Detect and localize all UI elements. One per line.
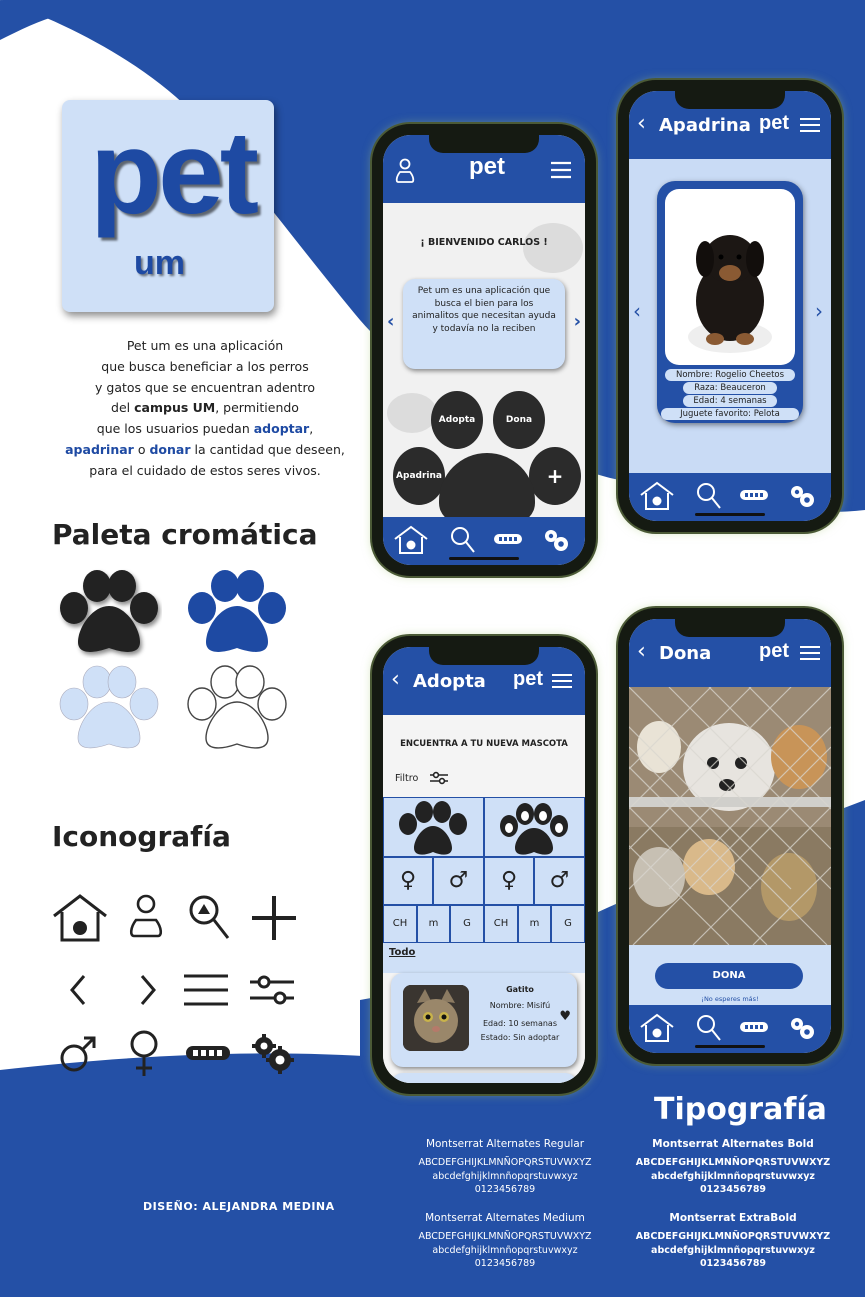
icons-heading: Iconografía	[52, 820, 231, 853]
typography-heading: Tipografía	[654, 1092, 827, 1127]
search-icon[interactable]	[695, 481, 723, 511]
typeface-lower: abcdefghijklmnñopqrstuvwxyz	[651, 1170, 815, 1182]
size-small-dog[interactable]: CH	[383, 905, 417, 943]
search-icon[interactable]	[695, 1013, 723, 1043]
back-chevron-icon[interactable]: ‹	[391, 667, 400, 692]
back-chevron-icon[interactable]: ‹	[637, 111, 646, 136]
appbar-logo: pet	[513, 668, 543, 690]
search-icon	[182, 890, 242, 946]
add-button[interactable]: +	[529, 447, 581, 505]
palette-heading: Paleta cromática	[52, 518, 318, 551]
pet-photo	[665, 189, 795, 365]
puppy-image	[665, 189, 795, 365]
typeface-extrabold	[628, 1212, 838, 1271]
donate-tagline: ¡No esperes más!	[701, 995, 759, 1003]
pet-type: Gatito	[506, 985, 534, 994]
intro-line	[40, 440, 370, 461]
menu-icon[interactable]	[799, 117, 821, 133]
chevron-left-icon	[50, 962, 110, 1018]
intro-text: , permitiendo	[215, 400, 299, 416]
intro-apadrinar: apadrinar	[65, 441, 134, 457]
tab-bar	[629, 1005, 831, 1053]
home-content	[383, 203, 585, 517]
typeface-digits: 0123456789	[699, 1258, 767, 1269]
typeface-medium	[385, 1212, 625, 1271]
appbar-logo: pet	[759, 112, 789, 134]
cat-image	[403, 985, 469, 1051]
menu-icon	[178, 962, 238, 1018]
adopta-subtitle: ENCUENTRA A TU NUEVA MASCOTA	[400, 739, 568, 749]
male-icon[interactable]: ♂	[534, 857, 585, 905]
size-large-dog[interactable]: G	[450, 905, 484, 943]
dogs-image	[629, 687, 831, 945]
apadrina-title: Apadrina	[659, 115, 751, 136]
menu-icon[interactable]	[551, 673, 573, 689]
pet-age: Edad: 4 semanas	[683, 395, 777, 407]
all-filter[interactable]: Todo	[389, 947, 416, 958]
typeface-digits: 0123456789	[474, 1258, 536, 1269]
notch	[429, 135, 539, 153]
blue-paw-swatch	[180, 568, 290, 658]
tab-bar	[383, 517, 585, 565]
intro-text: la cantidad que deseen,	[190, 441, 345, 457]
adopta-screen	[383, 647, 585, 1083]
appbar-logo: pet	[759, 640, 789, 662]
chevron-right-icon	[116, 962, 176, 1018]
adopta-content	[383, 715, 585, 1083]
battery-icon	[180, 1026, 240, 1082]
intro-line	[40, 398, 370, 419]
pet-list-card-next[interactable]	[391, 1073, 577, 1083]
cat-filter[interactable]	[484, 797, 585, 857]
apadrina-content	[629, 159, 831, 473]
size-medium-cat[interactable]: m	[518, 905, 551, 943]
typeface-upper: ABCDEFGHIJKLMNÑOPQRSTUVWXYZ	[635, 1157, 831, 1168]
adopt-button[interactable]: Adopta	[431, 391, 483, 449]
paw-icon	[384, 798, 483, 856]
size-medium-dog[interactable]: m	[417, 905, 450, 943]
filter-icon[interactable]	[429, 771, 449, 785]
pet-status: Estado: Sin adoptar	[480, 1033, 560, 1042]
typeface-lower: abcdefghijklmnñopqrstuvwxyz	[432, 1170, 578, 1182]
intro-text: o	[133, 441, 150, 457]
pet-card	[657, 181, 803, 423]
user-icon	[116, 890, 176, 946]
typeface-upper: ABCDEFGHIJKLMNÑOPQRSTUVWXYZ	[418, 1231, 592, 1242]
logo-um-text: um	[134, 244, 185, 282]
plus-icon	[244, 890, 304, 946]
intro-campus: campus UM	[134, 400, 216, 416]
chevron-right-icon[interactable]: ›	[573, 311, 581, 332]
phone-apadrina	[618, 80, 842, 532]
donate-panel	[629, 945, 831, 1005]
home-pet-icon[interactable]	[639, 481, 675, 511]
settings-icon[interactable]	[539, 525, 573, 555]
intro-text: que los usuarios puedan	[96, 421, 254, 437]
female-icon	[116, 1026, 176, 1082]
intro-text: del	[111, 400, 135, 416]
white-paw-swatch	[180, 664, 290, 754]
settings-icon	[244, 1026, 304, 1082]
chevron-left-icon[interactable]: ‹	[387, 311, 395, 332]
intro-text: ,	[309, 421, 314, 437]
tab-bar	[629, 473, 831, 521]
dona-title: Dona	[659, 643, 712, 664]
user-icon[interactable]	[393, 157, 417, 185]
menu-icon[interactable]	[549, 161, 573, 179]
intro-adoptar: adoptar	[253, 421, 310, 437]
dog-filter[interactable]	[383, 797, 484, 857]
chevron-left-icon[interactable]: ‹	[633, 299, 641, 323]
size-large-cat[interactable]: G	[551, 905, 585, 943]
typeface-digits: 0123456789	[699, 1184, 767, 1195]
notch	[675, 91, 785, 109]
typeface-name: Montserrat Alternates Bold	[652, 1138, 814, 1150]
dogs-photo	[629, 687, 831, 945]
intro-card: Pet um es una aplicación que busca el bien para los animalitos que necesitan ayuda y todavía no la reciben	[403, 279, 565, 369]
home-indicator	[449, 557, 519, 560]
app-logo	[62, 100, 274, 312]
typeface-upper: ABCDEFGHIJKLMNÑOPQRSTUVWXYZ	[635, 1231, 831, 1242]
male-icon[interactable]: ♂	[433, 857, 484, 905]
menu-icon[interactable]	[799, 645, 821, 661]
pet-breed: Raza: Beauceron	[683, 382, 777, 394]
pet-toy: Juguete favorito: Pelota	[661, 408, 799, 420]
filter-grid	[383, 797, 585, 973]
pet-age: Edad: 10 semanas	[483, 1019, 557, 1028]
intro-line	[40, 419, 370, 440]
home-screen	[383, 135, 585, 565]
intro-line: que busca beneficiar a los perros	[101, 358, 309, 374]
phone-dona	[618, 608, 842, 1064]
male-icon	[50, 1026, 110, 1082]
notch	[675, 619, 785, 637]
pet-name: Nombre: Misifú	[489, 1001, 551, 1010]
notch	[429, 647, 539, 665]
typeface-lower: abcdefghijklmnñopqrstuvwxyz	[432, 1244, 578, 1256]
intro-line: para el cuidado de estos seres vivos.	[89, 462, 321, 478]
home-pet-icon[interactable]	[393, 525, 429, 555]
logo-pet-text: pet	[90, 107, 255, 239]
black-paw-swatch	[52, 568, 162, 658]
settings-icon[interactable]	[785, 1013, 819, 1043]
adopta-title: Adopta	[413, 671, 486, 692]
cat-photo	[403, 985, 469, 1051]
home-pet-icon[interactable]	[639, 1013, 675, 1043]
typeface-digits: 0123456789	[474, 1184, 536, 1195]
typeface-name: Montserrat Alternates Medium	[425, 1212, 585, 1224]
dona-screen	[629, 619, 831, 1053]
typeface-name: Montserrat ExtraBold	[669, 1212, 797, 1224]
phone-home	[372, 124, 596, 576]
phone-adopta	[372, 636, 596, 1094]
typeface-lower: abcdefghijklmnñopqrstuvwxyz	[651, 1244, 815, 1256]
female-icon[interactable]: ♀	[484, 857, 534, 905]
back-chevron-icon[interactable]: ‹	[637, 639, 646, 664]
typeface-name: Montserrat Alternates Regular	[425, 1138, 585, 1150]
intro-paragraph	[40, 336, 370, 482]
apadrina-screen	[629, 91, 831, 521]
donate-button[interactable]: Dona	[493, 391, 545, 449]
home-indicator	[695, 1045, 765, 1048]
typeface-bold	[628, 1138, 838, 1197]
size-small-cat[interactable]: CH	[484, 905, 518, 943]
pet-name: Nombre: Rogelio Cheetos	[665, 369, 795, 381]
cat-paw-icon	[485, 798, 584, 856]
chevron-right-icon[interactable]: ›	[815, 299, 823, 323]
pet-info-list	[665, 369, 795, 420]
heart-icon[interactable]: ♥	[559, 1009, 571, 1024]
female-icon[interactable]: ♀	[383, 857, 433, 905]
filter-icon	[244, 962, 304, 1018]
typeface-upper: ABCDEFGHIJKLMNÑOPQRSTUVWXYZ	[418, 1157, 592, 1168]
appbar-logo: pet	[469, 153, 505, 180]
home-indicator	[695, 513, 765, 516]
welcome-text: ¡ BIENVENIDO CARLOS !	[420, 237, 548, 248]
pet-list-card[interactable]	[391, 973, 577, 1067]
home-pet-icon	[50, 890, 110, 946]
watermark-paw	[523, 223, 583, 273]
intro-donar: donar	[149, 441, 191, 457]
design-credit: DISEÑO: ALEJANDRA MEDINA	[143, 1200, 335, 1213]
intro-line: Pet um es una aplicación	[126, 338, 284, 353]
battery-icon[interactable]	[739, 1021, 769, 1033]
battery-icon[interactable]	[739, 489, 769, 501]
light-blue-paw-swatch	[52, 664, 162, 754]
filter-label[interactable]: Filtro	[395, 773, 419, 784]
battery-icon[interactable]	[493, 533, 523, 545]
sponsor-button[interactable]: Apadrina	[393, 447, 445, 505]
settings-icon[interactable]	[785, 481, 819, 511]
intro-line: y gatos que se encuentran adentro	[95, 379, 315, 395]
typeface-regular	[395, 1138, 615, 1197]
paw-pad	[439, 453, 535, 523]
watermark-paw	[387, 393, 437, 433]
search-icon[interactable]	[449, 525, 477, 555]
donate-button[interactable]: DONA	[655, 963, 803, 989]
